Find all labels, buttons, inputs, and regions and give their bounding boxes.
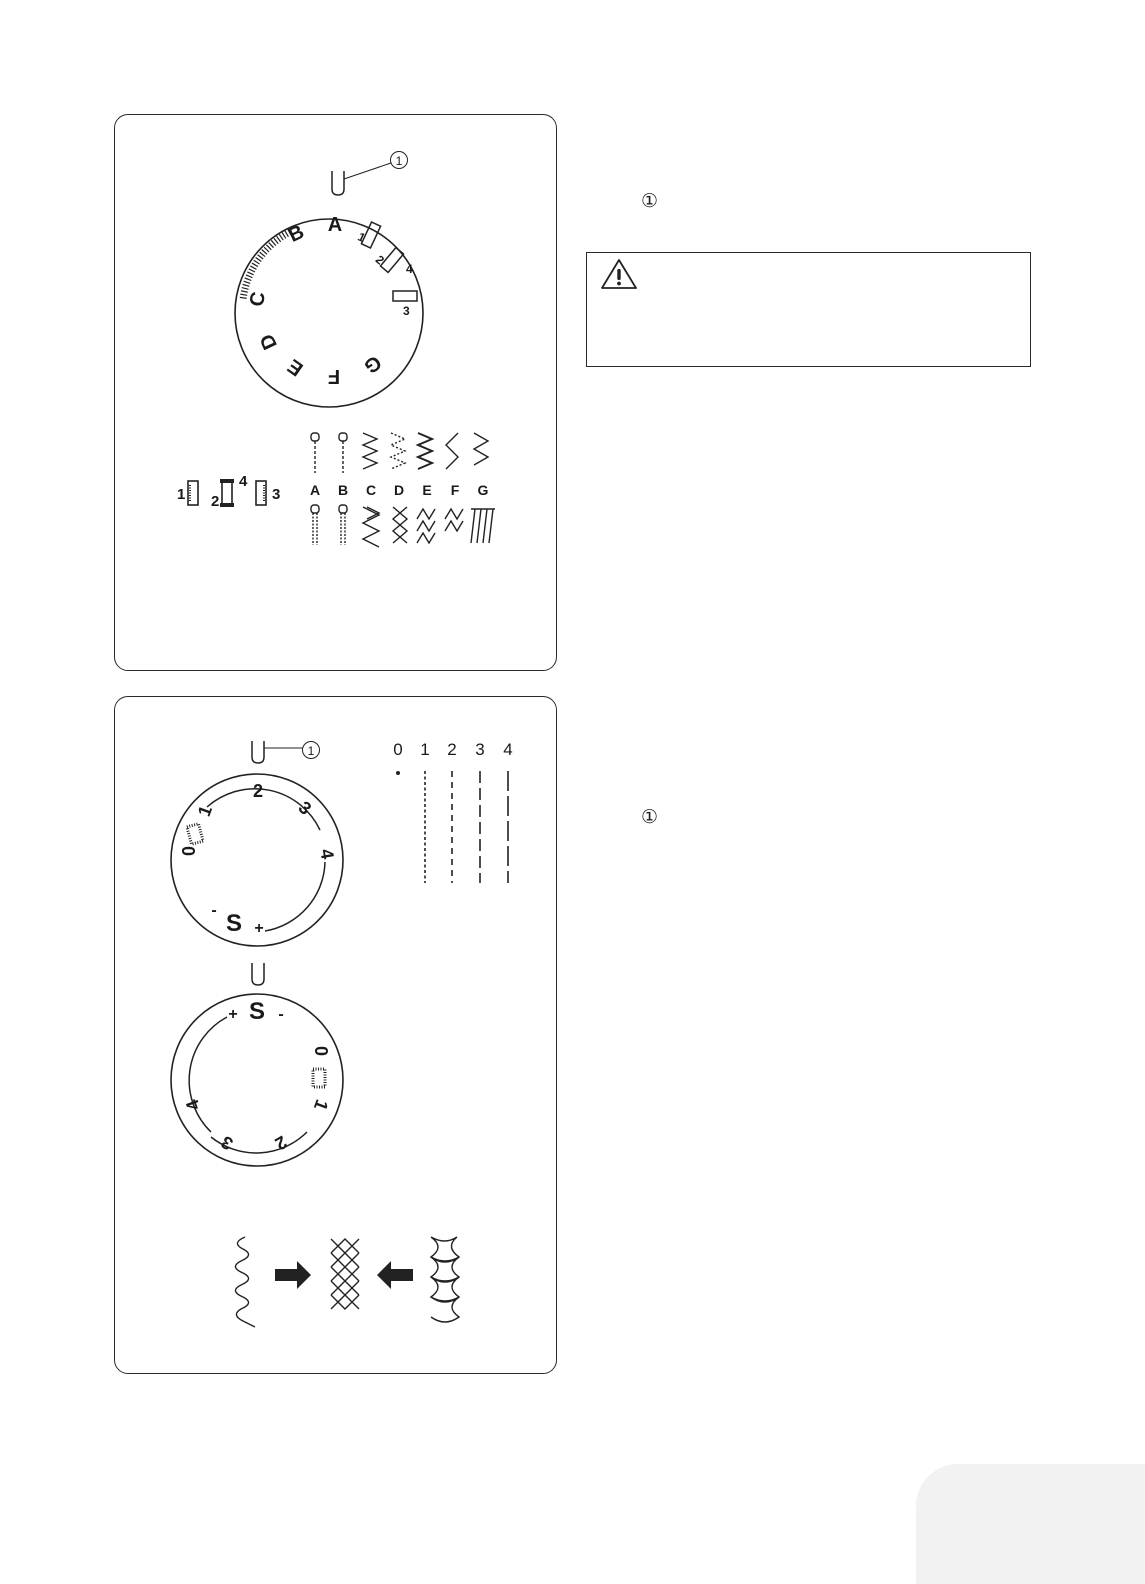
svg-text:2: 2 [211,493,220,510]
page-corner-tab [916,1464,1145,1584]
stitch-chart-bottom-row [311,505,495,547]
svg-text:E: E [422,482,432,498]
caution-box [586,252,1031,367]
dial-number-0: 0 [179,845,199,857]
svg-text:4: 4 [239,473,248,490]
callout-number: 1 [395,154,403,168]
svg-text:B: B [337,482,349,498]
dial-fine-plus-rotated: + [228,1006,238,1023]
dial-number-0-rotated: 0 [311,1045,331,1057]
dial-letter-e: E [283,354,308,381]
svg-text:0: 0 [393,740,403,759]
svg-text:3: 3 [272,486,281,503]
callout-number: 1 [307,744,315,758]
svg-text:F: F [450,482,460,498]
dial-letter-b: B [285,220,308,247]
svg-text:3: 3 [403,304,410,318]
dial-letter-d: D [255,330,282,353]
dial-number-1-rotated: 1 [309,1096,333,1114]
stretch-stitch-before [235,1237,255,1327]
svg-text:1: 1 [355,229,368,246]
dial-fine-s-rotated: S [248,998,266,1025]
setting-mark-icon [252,741,264,763]
svg-text:C: C [365,482,377,498]
svg-text:1: 1 [420,740,430,759]
dial-letter-f: F [327,365,341,387]
dial-number-4: 4 [316,847,338,861]
stitch-length-panel [114,696,557,1374]
callout-leader [344,163,391,179]
stitch-length-lines [396,771,508,883]
dial-number-2: 2 [252,781,264,801]
dial-fine-minus-rotated: - [278,1006,284,1023]
dial-fine-minus: - [211,902,217,919]
svg-text:A: A [309,482,321,498]
svg-text:1: 1 [177,486,186,503]
setting-mark-icon [252,963,264,985]
svg-text:4: 4 [406,262,413,276]
svg-text:4: 4 [503,740,513,759]
dial-letter-c: C [245,290,271,309]
pattern-selector-figure [115,115,558,672]
svg-text:G: G [477,482,489,498]
stretch-stitch-balanced [331,1239,359,1309]
svg-text:2: 2 [372,252,387,268]
dial-letter-g: G [359,350,386,378]
setting-mark-icon [332,171,344,195]
svg-text:D: D [393,482,405,498]
stitch-chart-column-labels [310,482,489,498]
dial-letter-a: A [327,214,343,236]
dial-fine-s: S [225,910,243,937]
warning-triangle-icon [599,257,639,291]
stitch-length-figure [115,697,558,1375]
stretch-stitch-after [431,1237,459,1322]
svg-text:3: 3 [475,740,485,759]
buttonhole-position-legend [177,473,280,510]
callout-marker-2: ① [641,806,659,828]
arrow-left-icon [377,1261,413,1289]
svg-text:2: 2 [447,740,457,759]
dial-number-3: 3 [294,797,316,819]
dial-number-2-rotated: 2 [271,1131,291,1155]
dial-number-4-rotated: 4 [181,1096,205,1114]
dial-number-1: 1 [193,802,217,820]
pattern-selector-panel [114,114,557,671]
stitch-length-scale [393,740,512,759]
dial-number-3-rotated: 3 [217,1131,237,1155]
dial-fine-plus: + [254,920,264,937]
stitch-chart-top-row [311,433,488,473]
arrow-right-icon [275,1261,311,1289]
callout-marker-1: ① [641,190,659,212]
